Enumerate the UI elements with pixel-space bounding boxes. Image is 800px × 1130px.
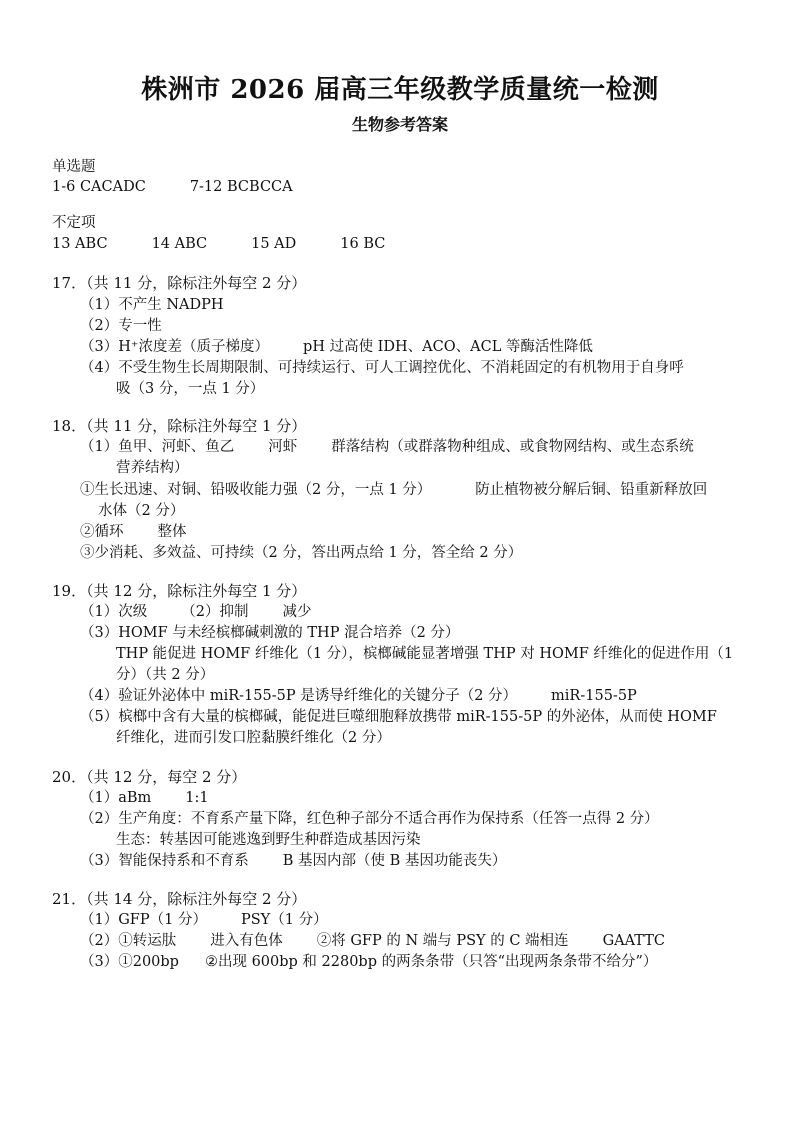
q20-answer-1	[80, 788, 209, 808]
q17-header: 17．（共 11 分，除标注外每空 2 分）	[52, 274, 307, 292]
q18-answer-1-part-3: 群落结构（或群落物种组成、或食物网结构、或生态系统	[331, 439, 694, 455]
q17-answer-3-part-2: pH 过高使 IDH、ACO、ACL 等酶活性降低	[303, 339, 593, 355]
q18-sub-2-part-2: 整体	[157, 524, 187, 540]
q19-header: 19．（共 12 分，除标注外每空 1 分）	[52, 582, 307, 600]
answer-15: 15 AD	[251, 236, 297, 252]
q17-answer-4-line-2: 吸（3 分，一点 1 分）	[116, 381, 265, 397]
q17-answer-4-line-1: （4）不受生物生长周期限制、可持续运行、可人工调控优化、不消耗固定的有机物用于自身呼	[80, 360, 684, 376]
q21-header: 21．（共 14 分，除标注外每空 2 分）	[52, 890, 307, 908]
multiple-choice-answers	[52, 234, 385, 254]
q20-answer-3-part-2: B 基因内部（使 B 基因功能丧失）	[282, 853, 507, 869]
multiple-choice-heading: 不定项	[52, 215, 96, 231]
q21-answer-1-part-1: （1）GFP（1 分）	[80, 912, 207, 928]
q21-answer-2-part-4: GAATTC	[602, 933, 666, 949]
q21-answer-3-part-1: （3）①200bp	[80, 954, 179, 970]
answer-14: 14 ABC	[151, 236, 208, 252]
q17-answer-2: （2）专一性	[80, 318, 162, 334]
q19-answer-3-line-3: 分）（共 2 分）	[116, 667, 215, 683]
q19-answer-2-part-1: （2）抑制	[181, 604, 249, 620]
q21-answer-1-part-2: PSY（1 分）	[240, 912, 328, 928]
page-subtitle: 生物参考答案	[351, 115, 448, 134]
q18-answer-1-part-2: 河虾	[268, 439, 298, 455]
q18-answer-1-line-2: 营养结构）	[116, 460, 189, 476]
single-choice-group-2: 7-12 BCBCCA	[189, 179, 293, 195]
q18-sub-2	[80, 522, 187, 542]
q17-answer-1: （1）不产生 NADPH	[80, 297, 224, 313]
q19-answer-2-part-2: 减少	[282, 604, 312, 620]
q21-answer-3-part-2: ②出现 600bp 和 2280bp 的两条条带（只答“出现两条条带不给分”）	[204, 954, 658, 970]
answer-16: 16 BC	[340, 236, 386, 252]
q18-sub-3: ③少消耗、多效益、可持续（2 分，答出两点给 1 分，答全给 2 分）	[80, 545, 523, 561]
q20-header: 20．（共 12 分，每空 2 分）	[52, 768, 247, 786]
q20-answer-3-part-1: （3）智能保持系和不育系	[80, 853, 249, 869]
q19-answer-4	[80, 686, 637, 706]
single-choice-answers	[52, 177, 293, 197]
q18-sub-2-part-1: ②循环	[80, 524, 124, 540]
q19-answer-4-part-2: miR-155-5P	[551, 688, 637, 704]
single-choice-group-1: 1-6 CACADC	[52, 179, 146, 195]
q21-answer-2-part-2: 进入有色体	[210, 933, 283, 949]
q18-sub-1-line-2: 水体（2 分）	[98, 503, 185, 519]
q20-answer-2-line-1: （2）生产角度：不育系产量下降，红色种子部分不适合再作为保持系（任答一点得 2 分）	[80, 811, 659, 827]
q21-answer-3	[80, 952, 657, 972]
q21-answer-2-part-1: （2）①转运肽	[80, 933, 177, 949]
q18-sub-1	[80, 480, 707, 500]
q21-answer-2	[80, 931, 665, 951]
q18-sub-1-part-2: 防止植物被分解后铜、铅重新释放回	[475, 482, 708, 498]
q19-answer-4-part-1: （4）验证外泌体中 miR-155-5P 是诱导纤维化的关键分子（2 分）	[80, 688, 518, 704]
q18-sub-1-part-1: ①生长迅速、对铜、铅吸收能力强（2 分，一点 1 分）	[80, 482, 432, 498]
single-choice-heading: 单选题	[52, 159, 96, 175]
q18-answer-1	[80, 437, 694, 457]
q20-answer-1-part-2: 1:1	[185, 790, 209, 806]
q19-answer-5-line-2: 纤维化，进而引发口腔黏膜纤维化（2 分）	[116, 730, 391, 746]
q20-answer-3	[80, 851, 506, 871]
q17-answer-3-part-1: （3）H⁺浓度差（质子梯度）	[80, 339, 270, 355]
answer-13: 13 ABC	[52, 236, 108, 252]
q19-answer-3-line-2: THP 能促进 HOMF 纤维化（1 分），槟榔碱能显著增强 THP 对 HOMF 纤维化的促进作用（1	[116, 646, 734, 662]
q19-answer-5-line-1: （5）槟榔中含有大量的槟榔碱，能促进巨噬细胞释放携带 miR-155-5P 的外泌体，从而使 HOMF	[80, 709, 717, 725]
q21-answer-2-part-3: ②将 GFP 的 N 端与 PSY 的 C 端相连	[316, 933, 569, 949]
page-title: 株洲市 2026 届高三年级教学质量统一检测	[141, 75, 659, 105]
q19-answer-3-line-1: （3）HOMF 与未经槟榔碱刺激的 THP 混合培养（2 分）	[80, 625, 460, 641]
q20-answer-2-line-2: 生态：转基因可能逃逸到野生种群造成基因污染	[116, 832, 421, 848]
q18-answer-1-part-1: （1）鱼甲、河虾、鱼乙	[80, 439, 235, 455]
q19-answer-1: （1）次级	[80, 604, 148, 620]
q17-answer-3	[80, 337, 593, 357]
q19-answers-1-2	[80, 602, 311, 622]
q20-answer-1-part-1: （1）aBm	[80, 790, 152, 806]
q18-header: 18．（共 11 分，除标注外每空 1 分）	[52, 417, 307, 435]
q21-answer-1	[80, 910, 328, 930]
